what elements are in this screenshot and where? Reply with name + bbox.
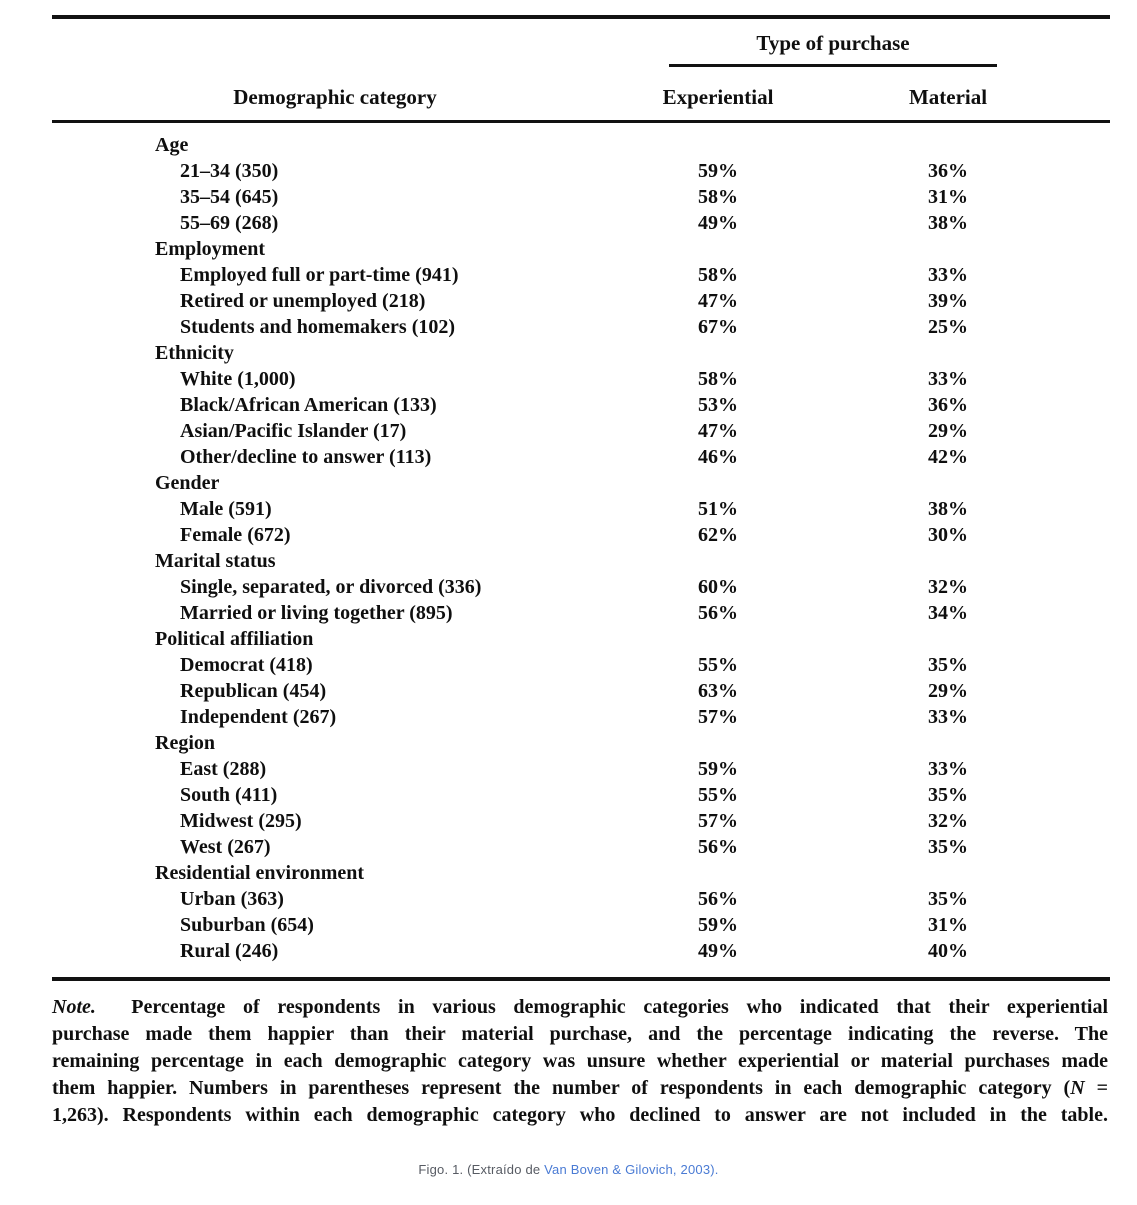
section-label: Employment — [155, 238, 265, 260]
table-row — [52, 834, 1110, 860]
demographic-label-cell: Republican (454) — [180, 680, 327, 702]
demographic-label-cell: Midwest (295) — [180, 810, 302, 832]
demographic-label-cell: White (1,000) — [180, 368, 296, 390]
table-row — [52, 158, 1110, 184]
demographic-label-cell: Independent (267) — [180, 706, 337, 728]
table-note — [52, 994, 1108, 1129]
table-row — [52, 392, 1110, 418]
section-label: Gender — [155, 472, 220, 494]
table-row — [52, 444, 1110, 470]
section-header-row — [52, 860, 1110, 886]
experiential-value-cell: 49% — [698, 940, 738, 962]
table-row — [52, 574, 1110, 600]
demographic-label-cell: Students and homemakers (102) — [180, 316, 456, 338]
table-row — [52, 522, 1110, 548]
spanner-rule — [669, 64, 997, 67]
table-row — [52, 938, 1110, 964]
experiential-value-cell: 55% — [698, 654, 738, 676]
table-body — [52, 123, 1110, 977]
demographics-table — [52, 15, 1110, 981]
material-value-cell: 35% — [928, 888, 968, 910]
material-value-cell: 35% — [928, 784, 968, 806]
experiential-value-cell: 57% — [698, 810, 738, 832]
experiential-value-cell: 58% — [698, 186, 738, 208]
material-value-cell: 33% — [928, 758, 968, 780]
demographic-label-cell: Married or living together (895) — [180, 602, 453, 624]
experiential-value-cell: 46% — [698, 446, 738, 468]
experiential-value-cell: 60% — [698, 576, 738, 598]
table-row — [52, 678, 1110, 704]
experiential-value-cell: 49% — [698, 212, 738, 234]
demographic-label-cell: Black/African American (133) — [180, 394, 437, 416]
material-value-cell: 42% — [928, 446, 968, 468]
section-header-row — [52, 132, 1110, 158]
section-label: Marital status — [155, 550, 276, 572]
demographic-label-cell: Male (591) — [180, 498, 272, 520]
table-row — [52, 912, 1110, 938]
table-row — [52, 210, 1110, 236]
table-bottom-rule — [52, 977, 1110, 981]
demographic-label-cell: Urban (363) — [180, 888, 284, 910]
table-spanner-row — [52, 19, 1110, 67]
table-row — [52, 184, 1110, 210]
note-line: purchase made them happier than their material purchase, and the percentage indicating the reverse. The — [52, 1023, 1108, 1045]
table-row — [52, 886, 1110, 912]
figure-caption — [0, 1162, 1137, 1177]
table-row — [52, 808, 1110, 834]
demographic-label-cell: Female (672) — [180, 524, 291, 546]
material-value-cell: 39% — [928, 290, 968, 312]
experiential-value-cell: 47% — [698, 420, 738, 442]
table-header-row — [52, 67, 1110, 120]
experiential-value-cell: 57% — [698, 706, 738, 728]
section-header-row — [52, 470, 1110, 496]
demographic-label-cell: Other/decline to answer (113) — [180, 446, 432, 468]
spanner-box — [618, 31, 1048, 67]
table-row — [52, 756, 1110, 782]
demographic-label-cell: Asian/Pacific Islander (17) — [180, 420, 407, 442]
col-header-material: Material — [908, 85, 988, 109]
section-header-row — [52, 236, 1110, 262]
material-value-cell: 36% — [928, 394, 968, 416]
table-row — [52, 600, 1110, 626]
experiential-value-cell: 56% — [698, 836, 738, 858]
material-value-cell: 35% — [928, 836, 968, 858]
experiential-value-cell: 59% — [698, 914, 738, 936]
table-row — [52, 288, 1110, 314]
section-label: Residential environment — [155, 862, 365, 884]
section-label: Region — [155, 732, 215, 754]
material-value-cell: 32% — [928, 810, 968, 832]
demographic-label-cell: 21–34 (350) — [180, 160, 279, 182]
material-value-cell: 29% — [928, 680, 968, 702]
caption-citation-link[interactable]: Van Boven & Gilovich, 2003). — [544, 1162, 719, 1177]
experiential-value-cell: 58% — [698, 264, 738, 286]
experiential-value-cell: 56% — [698, 888, 738, 910]
material-value-cell: 38% — [928, 212, 968, 234]
table-row — [52, 652, 1110, 678]
material-value-cell: 30% — [928, 524, 968, 546]
experiential-value-cell: 58% — [698, 368, 738, 390]
material-value-cell: 38% — [928, 498, 968, 520]
spanner-heading: Type of purchase — [756, 31, 910, 55]
demographic-label-cell: South (411) — [180, 784, 278, 806]
demographic-label-cell: 55–69 (268) — [180, 212, 279, 234]
material-value-cell: 31% — [928, 914, 968, 936]
table-row — [52, 366, 1110, 392]
note-line: 1,263). Respondents within each demographic category who declined to answer are not included in the table. — [52, 1104, 1108, 1126]
experiential-value-cell: 62% — [698, 524, 738, 546]
material-value-cell: 34% — [928, 602, 968, 624]
material-value-cell: 29% — [928, 420, 968, 442]
section-header-row — [52, 340, 1110, 366]
experiential-value-cell: 55% — [698, 784, 738, 806]
experiential-value-cell: 63% — [698, 680, 738, 702]
table-row — [52, 262, 1110, 288]
table-row — [52, 704, 1110, 730]
col-header-demographic-category: Demographic category — [233, 85, 437, 109]
note-line: remaining percentage in each demographic category was unsure whether experiential or material purchases made — [52, 1050, 1108, 1072]
demographic-label-cell: Employed full or part-time (941) — [180, 264, 459, 286]
table-row — [52, 782, 1110, 808]
material-value-cell: 32% — [928, 576, 968, 598]
demographic-label-cell: East (288) — [180, 758, 267, 780]
material-value-cell: 33% — [928, 368, 968, 390]
experiential-value-cell: 53% — [698, 394, 738, 416]
section-header-row — [52, 548, 1110, 574]
demographic-label-cell: West (267) — [180, 836, 271, 858]
section-label: Age — [155, 134, 189, 156]
demographic-label-cell: 35–54 (645) — [180, 186, 279, 208]
note-line: Note. Percentage of respondents in various demographic categories who indicated that their experiential — [52, 996, 1108, 1018]
col-header-experiential: Experiential — [662, 85, 774, 109]
section-header-row — [52, 730, 1110, 756]
material-value-cell: 31% — [928, 186, 968, 208]
material-value-cell: 40% — [928, 940, 968, 962]
experiential-value-cell: 56% — [698, 602, 738, 624]
demographic-label-cell: Rural (246) — [180, 940, 279, 962]
material-value-cell: 25% — [928, 316, 968, 338]
table-row — [52, 496, 1110, 522]
experiential-value-cell: 59% — [698, 160, 738, 182]
experiential-value-cell: 47% — [698, 290, 738, 312]
experiential-value-cell: 59% — [698, 758, 738, 780]
demographic-label-cell: Democrat (418) — [180, 654, 313, 676]
experiential-value-cell: 51% — [698, 498, 738, 520]
section-label: Political affiliation — [155, 628, 314, 650]
caption-text: Figo. 1. (Extraído de — [418, 1162, 545, 1177]
table-row — [52, 418, 1110, 444]
material-value-cell: 33% — [928, 706, 968, 728]
section-header-row — [52, 626, 1110, 652]
experiential-value-cell: 67% — [698, 316, 738, 338]
material-value-cell: 36% — [928, 160, 968, 182]
material-value-cell: 33% — [928, 264, 968, 286]
note-line: them happier. Numbers in parentheses represent the number of respondents in each demographic category (N = — [52, 1077, 1108, 1099]
section-label: Ethnicity — [155, 342, 234, 364]
demographic-label-cell: Suburban (654) — [180, 914, 314, 936]
table-row — [52, 314, 1110, 340]
demographic-label-cell: Single, separated, or divorced (336) — [180, 576, 482, 598]
demographic-label-cell: Retired or unemployed (218) — [180, 290, 426, 312]
material-value-cell: 35% — [928, 654, 968, 676]
